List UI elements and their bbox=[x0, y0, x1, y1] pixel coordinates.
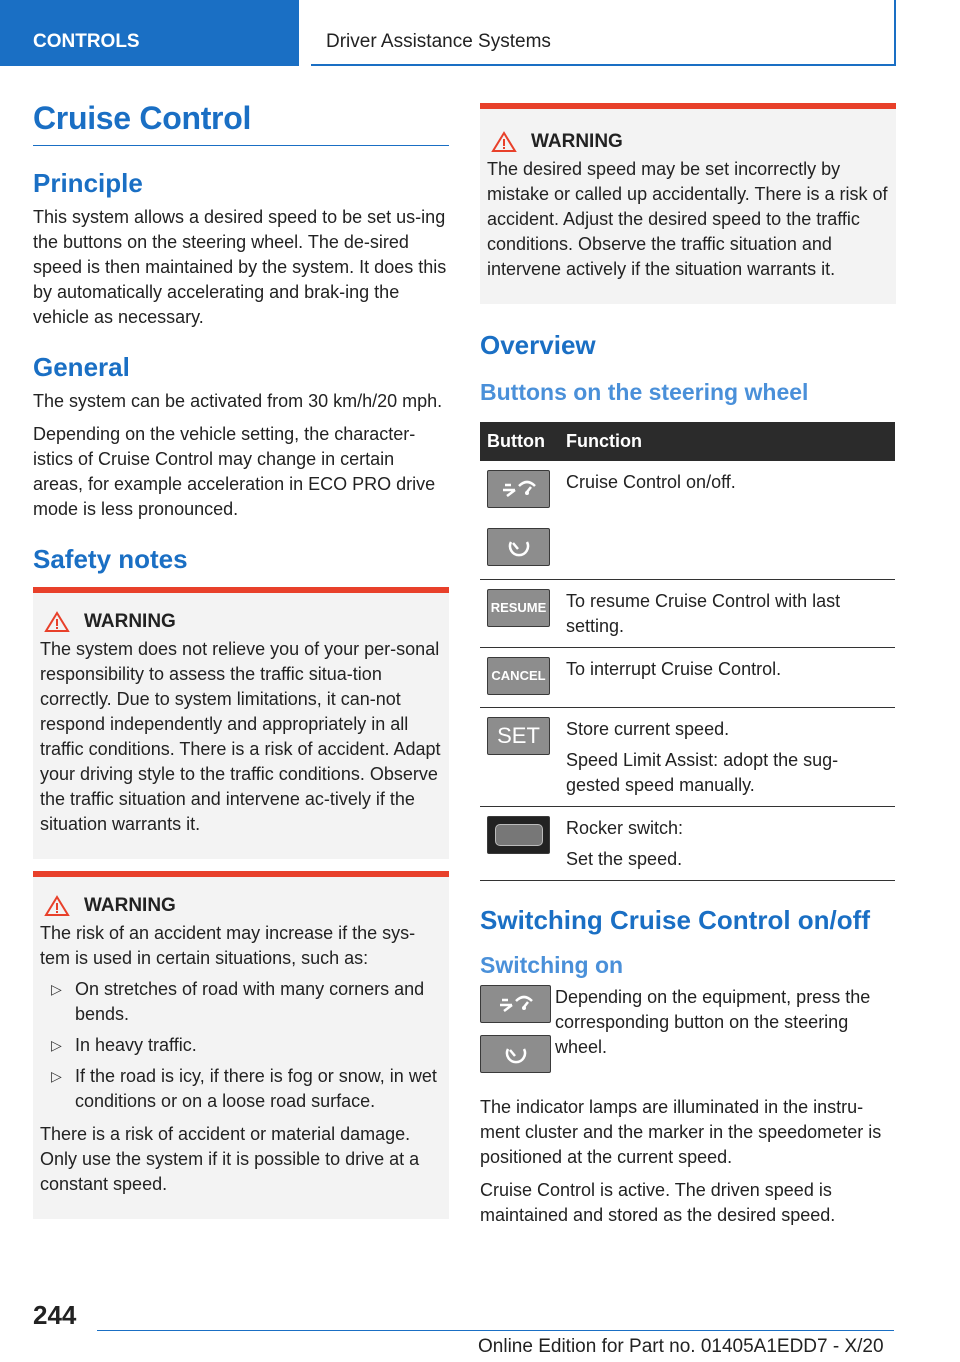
active-text: Cruise Control is active. The driven speed is maintained and stored as the desired speed. bbox=[480, 1179, 836, 1225]
warning-triangle-icon bbox=[44, 611, 70, 633]
function-text: Speed Limit Assist: adopt the sug-gested speed manually. bbox=[566, 749, 839, 795]
left-column bbox=[33, 100, 449, 1219]
section-tab: CONTROLS bbox=[0, 0, 299, 66]
warning-title bbox=[487, 131, 888, 153]
bullet-triangle-icon: ▷ bbox=[51, 1037, 62, 1053]
warning-label: WARNING bbox=[84, 895, 176, 916]
function-text: To resume Cruise Control with last setting. bbox=[566, 590, 841, 636]
warning-text: The system does not relieve you of your per-sonal responsibility to assess the traffic situa-tion correctly. Due to system limitations, it can-not respond independently and appropriately in all traffic conditions. There is a risk of accident. Adapt your driving style to the traffic conditions. Observe the traffic situation and intervene ac-tively if the situation warrants it. bbox=[40, 639, 441, 834]
cruise-speed-icon bbox=[480, 1035, 551, 1073]
warning-list bbox=[40, 977, 441, 1114]
switching-on-row bbox=[480, 985, 896, 1085]
table-row bbox=[480, 461, 895, 579]
page-number: 244 bbox=[33, 1300, 77, 1330]
buttons-table bbox=[480, 422, 895, 881]
table-row bbox=[480, 806, 895, 880]
bullet-triangle-icon: ▷ bbox=[51, 1068, 62, 1084]
set-button-icon: SET bbox=[487, 717, 550, 755]
page-title: Cruise Control bbox=[33, 100, 449, 146]
general-text-1: The system can be activated from 30 km/h/20 mph. bbox=[33, 391, 443, 411]
right-column bbox=[480, 103, 896, 1236]
footer-divider bbox=[97, 1330, 894, 1331]
rocker-switch-icon bbox=[487, 816, 550, 854]
button-cell bbox=[480, 461, 559, 579]
warning-label: WARNING bbox=[84, 611, 176, 632]
list-item bbox=[40, 1033, 441, 1058]
list-item bbox=[40, 977, 441, 1027]
warning-intro: The risk of an accident may increase if the sys-tem is used in certain situations, such as: bbox=[40, 923, 416, 968]
function-cell bbox=[559, 579, 895, 647]
overview-heading: Overview bbox=[480, 330, 596, 360]
button-cell bbox=[480, 806, 559, 880]
cruise-speed-icon bbox=[487, 528, 550, 566]
table-row bbox=[480, 707, 895, 806]
switching-on-text: Depending on the equipment, press the corresponding button on the steering wheel. bbox=[555, 986, 871, 1057]
principle-heading: Principle bbox=[33, 168, 143, 198]
warning-title bbox=[40, 895, 441, 917]
switch-icons bbox=[480, 985, 553, 1085]
button-cell bbox=[480, 647, 559, 707]
buttons-heading: Buttons on the steering wheel bbox=[480, 379, 809, 405]
chapter-title: Driver Assistance Systems bbox=[311, 0, 896, 66]
cancel-button-icon: CANCEL bbox=[487, 657, 550, 695]
warning-text: The desired speed may be set incorrectly by mistake or called up accidentally. There is a risk of accident. Adjust the desired speed to the traffic conditions. Observe the traffic situation and intervene actively if the situation warrants it. bbox=[487, 159, 888, 279]
col-header-function: Function bbox=[559, 422, 895, 461]
warning-box-1 bbox=[33, 587, 449, 859]
cruise-on-off-icon bbox=[480, 985, 551, 1023]
list-item-text: On stretches of road with many corners and bends. bbox=[75, 979, 425, 1024]
principle-text: This system allows a desired speed to be set us-ing the buttons on the steering wheel. The de-sired speed is then maintained by the system. It does this by automatically accelerating and brak-ing the vehicle as necessary. bbox=[33, 207, 447, 327]
function-text: Set the speed. bbox=[566, 848, 683, 869]
switching-on-heading: Switching on bbox=[480, 951, 624, 978]
general-heading: General bbox=[33, 352, 130, 382]
list-item bbox=[40, 1064, 441, 1114]
warning-title bbox=[40, 611, 441, 633]
function-cell bbox=[559, 647, 895, 707]
warning-triangle-icon bbox=[44, 895, 70, 917]
table-row bbox=[480, 647, 895, 707]
general-text-2: Depending on the vehicle setting, the character-istics of Cruise Control may change in certain areas, for example acceleration in ECO PRO drive mode is less pronounced. bbox=[33, 424, 436, 519]
safety-heading: Safety notes bbox=[33, 544, 188, 574]
table-row bbox=[480, 579, 895, 647]
list-item-text: If the road is icy, if there is fog or snow, in wet conditions or on a loose road surface. bbox=[75, 1066, 437, 1111]
button-cell bbox=[480, 579, 559, 647]
function-cell bbox=[559, 461, 895, 579]
warning-outro: There is a risk of accident or material damage. Only use the system if it is possible to drive at a constant speed. bbox=[40, 1124, 420, 1194]
warning-box-2 bbox=[33, 871, 449, 1219]
function-text: To interrupt Cruise Control. bbox=[566, 658, 782, 679]
function-cell bbox=[559, 707, 895, 806]
cruise-on-off-icon bbox=[487, 470, 550, 508]
function-text: Cruise Control on/off. bbox=[566, 472, 736, 492]
indicator-text: The indicator lamps are illuminated in the instru-ment cluster and the marker in the speedometer is positioned at the current speed. bbox=[480, 1096, 882, 1167]
function-cell bbox=[559, 806, 895, 880]
warning-box-3 bbox=[480, 103, 896, 304]
table-header-row bbox=[480, 422, 895, 461]
warning-label: WARNING bbox=[531, 131, 623, 152]
resume-button-icon: RESUME bbox=[487, 589, 550, 627]
bullet-triangle-icon: ▷ bbox=[51, 981, 62, 997]
button-cell bbox=[480, 707, 559, 806]
list-item-text: In heavy traffic. bbox=[75, 1035, 197, 1055]
function-text: Store current speed. bbox=[566, 718, 730, 739]
function-text: Rocker switch: bbox=[566, 817, 684, 838]
footer-edition: Online Edition for Part no. 01405A1EDD7 - X/20 bbox=[478, 1336, 884, 1357]
warning-triangle-icon bbox=[491, 131, 517, 153]
col-header-button: Button bbox=[480, 422, 559, 461]
switching-heading: Switching Cruise Control on/off bbox=[480, 904, 870, 935]
